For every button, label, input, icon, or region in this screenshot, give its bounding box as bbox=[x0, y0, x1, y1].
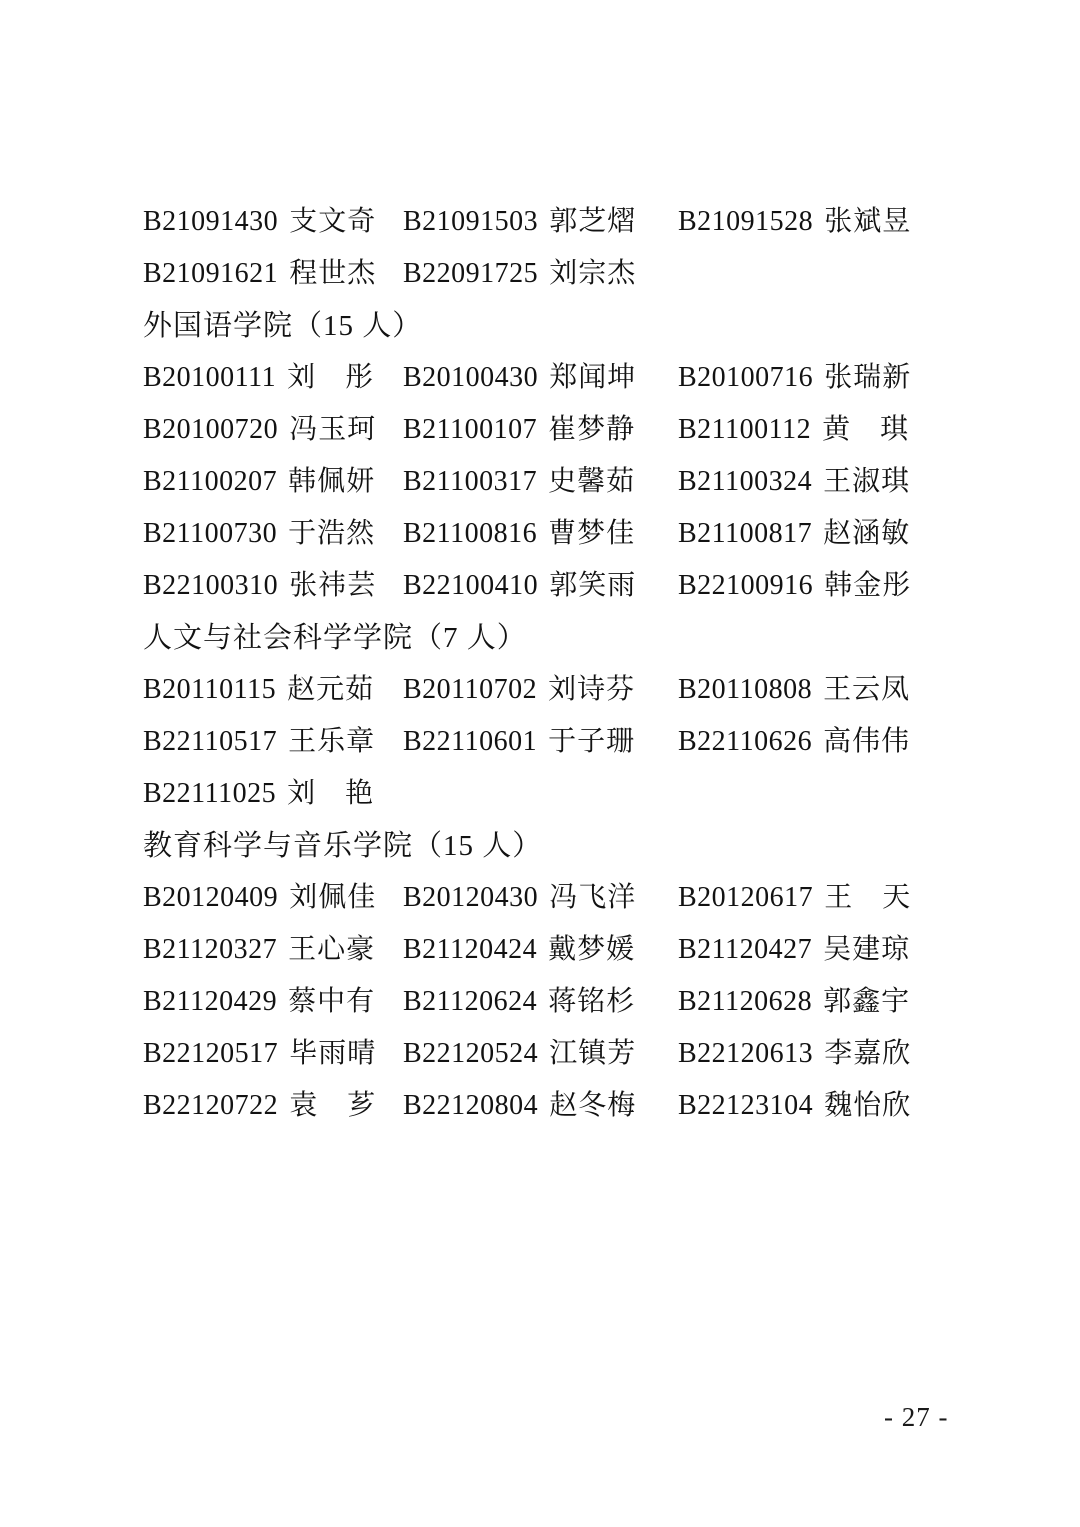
student-entry bbox=[403, 924, 678, 976]
student-row bbox=[143, 404, 953, 456]
student-row bbox=[143, 1080, 953, 1132]
student-id: B20100716 bbox=[678, 362, 814, 393]
student-name: 王淑琪 bbox=[823, 466, 911, 497]
student-entry bbox=[678, 508, 953, 560]
student-id: B22100916 bbox=[678, 570, 814, 601]
student-row bbox=[143, 352, 953, 404]
student-name: 江镇芳 bbox=[549, 1038, 637, 1069]
student-entry bbox=[143, 508, 403, 560]
student-name: 蒋铭杉 bbox=[548, 986, 636, 1017]
student-id: B21091503 bbox=[403, 206, 539, 237]
student-name: 张瑞新 bbox=[824, 362, 912, 393]
student-id: B22120613 bbox=[678, 1038, 814, 1069]
student-entry bbox=[678, 456, 953, 508]
student-id: B21100324 bbox=[678, 466, 813, 497]
student-name: 赵冬梅 bbox=[549, 1090, 637, 1121]
student-entry bbox=[143, 248, 403, 300]
student-name: 于子珊 bbox=[548, 726, 636, 757]
section-heading: 教育科学与音乐学院（15 人） bbox=[143, 830, 543, 862]
student-entry bbox=[143, 768, 403, 820]
student-row bbox=[143, 664, 953, 716]
student-entry bbox=[143, 1028, 403, 1080]
student-id: B22120517 bbox=[143, 1038, 279, 1069]
student-entry bbox=[403, 716, 678, 768]
student-name: 袁 芗 bbox=[289, 1090, 377, 1121]
student-row bbox=[143, 872, 953, 924]
student-name: 王乐章 bbox=[288, 726, 376, 757]
student-name: 郑闻坤 bbox=[549, 362, 637, 393]
student-row bbox=[143, 716, 953, 768]
student-name: 魏怡欣 bbox=[824, 1090, 912, 1121]
student-entry bbox=[678, 716, 953, 768]
student-id: B22120804 bbox=[403, 1090, 539, 1121]
student-id: B22100410 bbox=[403, 570, 539, 601]
student-id: B22110517 bbox=[143, 726, 278, 757]
student-entry bbox=[678, 196, 953, 248]
student-id: B21100817 bbox=[678, 518, 813, 549]
student-row bbox=[143, 248, 953, 300]
student-name: 王心豪 bbox=[288, 934, 376, 965]
student-name: 毕雨晴 bbox=[289, 1038, 377, 1069]
student-entry bbox=[143, 924, 403, 976]
student-entry bbox=[143, 456, 403, 508]
student-name: 冯飞洋 bbox=[549, 882, 637, 913]
student-row bbox=[143, 560, 953, 612]
student-name: 冯玉珂 bbox=[289, 414, 377, 445]
student-name: 吴建琼 bbox=[823, 934, 911, 965]
student-entry bbox=[143, 976, 403, 1028]
student-id: B22110601 bbox=[403, 726, 538, 757]
student-id: B20100720 bbox=[143, 414, 279, 445]
student-id: B20120409 bbox=[143, 882, 279, 913]
student-name: 赵涵敏 bbox=[823, 518, 911, 549]
student-list bbox=[143, 196, 953, 1132]
student-id: B21120327 bbox=[143, 934, 278, 965]
student-id: B22120722 bbox=[143, 1090, 279, 1121]
student-entry bbox=[678, 976, 953, 1028]
student-name: 史馨茹 bbox=[548, 466, 636, 497]
student-row bbox=[143, 924, 953, 976]
student-id: B20120617 bbox=[678, 882, 814, 913]
student-entry bbox=[403, 1080, 678, 1132]
student-id: B22110626 bbox=[678, 726, 813, 757]
student-entry bbox=[678, 404, 953, 456]
student-id: B20110702 bbox=[403, 674, 538, 705]
student-entry bbox=[403, 352, 678, 404]
student-entry bbox=[678, 560, 953, 612]
student-entry bbox=[403, 404, 678, 456]
student-id: B21120628 bbox=[678, 986, 813, 1017]
student-id: B22111025 bbox=[143, 778, 277, 809]
student-entry bbox=[143, 1080, 403, 1132]
student-id: B20110115 bbox=[143, 674, 277, 705]
student-name: 刘宗杰 bbox=[549, 258, 637, 289]
student-name: 赵元茹 bbox=[287, 674, 375, 705]
student-id: B21100317 bbox=[403, 466, 538, 497]
student-id: B22091725 bbox=[403, 258, 539, 289]
student-entry bbox=[403, 248, 678, 300]
student-entry bbox=[403, 1028, 678, 1080]
student-id: B21091430 bbox=[143, 206, 279, 237]
student-row bbox=[143, 456, 953, 508]
student-entry bbox=[403, 976, 678, 1028]
student-row bbox=[143, 976, 953, 1028]
student-id: B20120430 bbox=[403, 882, 539, 913]
student-entry bbox=[143, 872, 403, 924]
student-id: B22100310 bbox=[143, 570, 279, 601]
student-id: B20110808 bbox=[678, 674, 813, 705]
student-entry bbox=[403, 456, 678, 508]
student-name: 于浩然 bbox=[288, 518, 376, 549]
student-name: 韩金彤 bbox=[824, 570, 912, 601]
student-entry bbox=[403, 508, 678, 560]
student-entry bbox=[403, 664, 678, 716]
student-entry bbox=[143, 196, 403, 248]
student-entry bbox=[143, 716, 403, 768]
student-id: B21100816 bbox=[403, 518, 538, 549]
student-entry bbox=[403, 560, 678, 612]
student-id: B21100207 bbox=[143, 466, 278, 497]
student-entry bbox=[143, 664, 403, 716]
student-id: B20100111 bbox=[143, 362, 277, 393]
student-entry bbox=[403, 196, 678, 248]
student-entry bbox=[678, 1028, 953, 1080]
student-name: 崔梦静 bbox=[548, 414, 636, 445]
student-id: B22123104 bbox=[678, 1090, 814, 1121]
page-number: - 27 - bbox=[884, 1402, 949, 1432]
student-id: B21100730 bbox=[143, 518, 278, 549]
student-name: 郭鑫宇 bbox=[823, 986, 911, 1017]
section-heading: 外国语学院（15 人） bbox=[143, 310, 423, 342]
student-id: B21120427 bbox=[678, 934, 813, 965]
student-entry bbox=[678, 664, 953, 716]
student-name: 张祎芸 bbox=[289, 570, 377, 601]
student-name: 韩佩妍 bbox=[288, 466, 376, 497]
student-name: 黄 琪 bbox=[822, 414, 910, 445]
student-entry bbox=[143, 352, 403, 404]
student-entry bbox=[678, 1080, 953, 1132]
student-name: 李嘉欣 bbox=[824, 1038, 912, 1069]
student-id: B21091621 bbox=[143, 258, 279, 289]
student-row bbox=[143, 196, 953, 248]
student-entry bbox=[678, 924, 953, 976]
student-name: 蔡中有 bbox=[288, 986, 376, 1017]
section-heading: 人文与社会科学学院（7 人） bbox=[143, 622, 527, 654]
student-entry bbox=[678, 352, 953, 404]
student-name: 刘佩佳 bbox=[289, 882, 377, 913]
student-name: 郭笑雨 bbox=[549, 570, 637, 601]
student-name: 王云凤 bbox=[823, 674, 911, 705]
student-name: 戴梦媛 bbox=[548, 934, 636, 965]
student-id: B21091528 bbox=[678, 206, 814, 237]
student-name: 程世杰 bbox=[289, 258, 377, 289]
student-entry bbox=[678, 872, 953, 924]
student-name: 曹梦佳 bbox=[548, 518, 636, 549]
student-id: B21120424 bbox=[403, 934, 538, 965]
student-name: 张斌昱 bbox=[824, 206, 912, 237]
student-id: B21100112 bbox=[678, 414, 812, 445]
student-id: B20100430 bbox=[403, 362, 539, 393]
student-id: B22120524 bbox=[403, 1038, 539, 1069]
student-name: 支文奇 bbox=[289, 206, 377, 237]
student-name: 王 天 bbox=[824, 882, 912, 913]
student-row bbox=[143, 508, 953, 560]
student-name: 高伟伟 bbox=[823, 726, 911, 757]
student-id: B21120429 bbox=[143, 986, 278, 1017]
student-row bbox=[143, 1028, 953, 1080]
student-entry bbox=[143, 404, 403, 456]
student-id: B21100107 bbox=[403, 414, 538, 445]
student-name: 刘 彤 bbox=[287, 362, 375, 393]
student-name: 郭芝熠 bbox=[549, 206, 637, 237]
student-row bbox=[143, 768, 953, 820]
student-entry bbox=[143, 560, 403, 612]
student-id: B21120624 bbox=[403, 986, 538, 1017]
student-entry bbox=[403, 872, 678, 924]
student-name: 刘诗芬 bbox=[548, 674, 636, 705]
student-name: 刘 艳 bbox=[287, 778, 375, 809]
